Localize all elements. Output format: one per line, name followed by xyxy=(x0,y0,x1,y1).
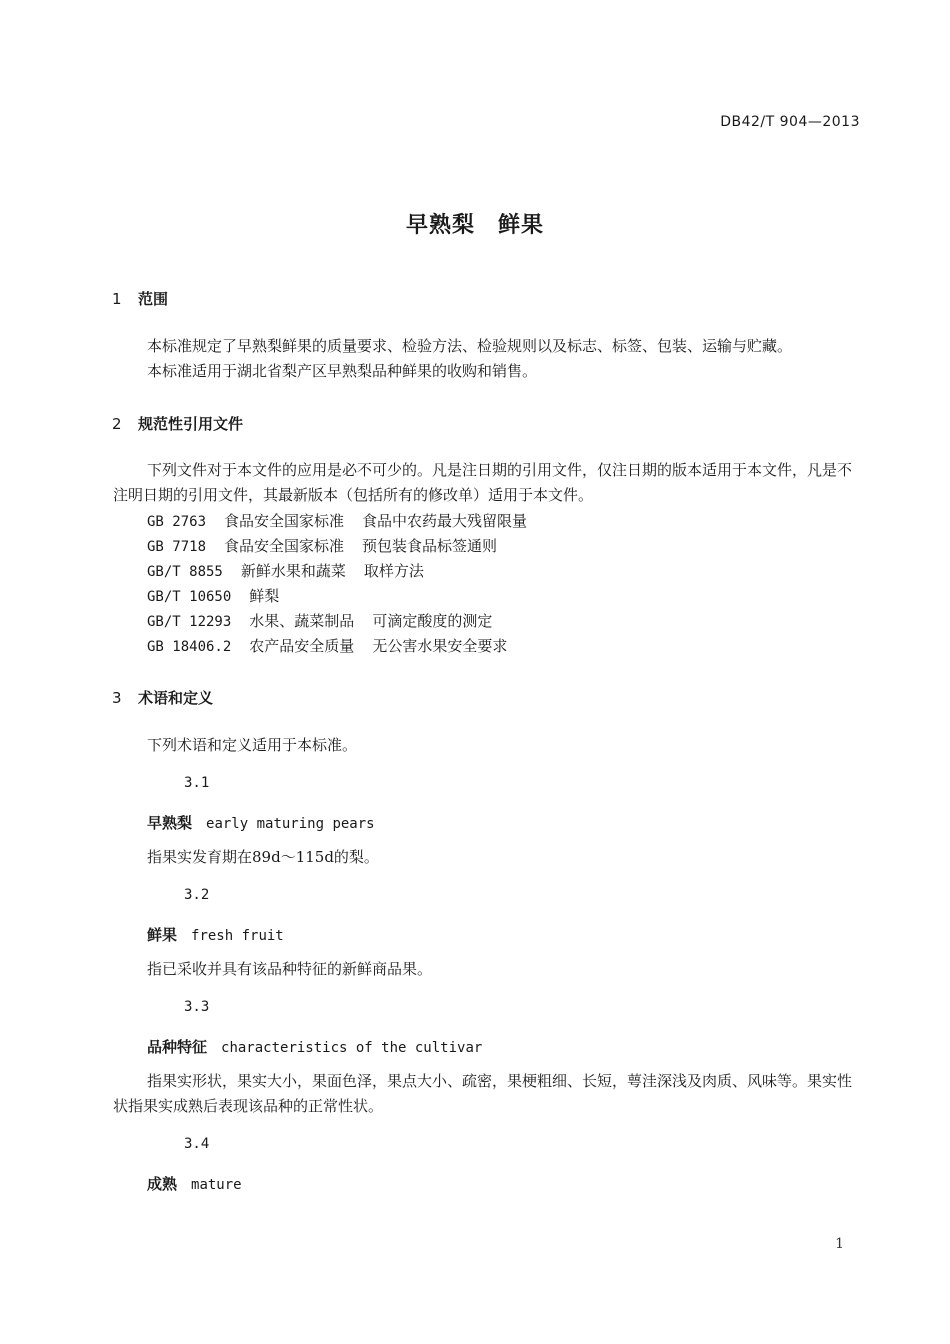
section-number: 3 xyxy=(112,689,122,707)
standard-code: DB42/T 904—2013 xyxy=(720,114,860,130)
reference-title: 农产品安全质量 xyxy=(249,637,355,655)
term-english: early maturing pears xyxy=(206,816,375,832)
page-number: 1 xyxy=(835,1236,844,1252)
reference-item xyxy=(147,560,424,581)
reference-title: 食品安全国家标准 xyxy=(224,537,345,555)
reference-item xyxy=(147,510,527,531)
references-intro: 下列文件对于本文件的应用是必不可少的。凡是注日期的引用文件，仅注日期的版本适用于本文件，凡是不注明日期的引用文件，其最新版本（包括所有的修改单）适用于本文件。 xyxy=(113,461,853,504)
reference-subtitle: 食品中农药最大残留限量 xyxy=(362,512,528,530)
reference-code: GB 2763 xyxy=(147,514,207,530)
reference-subtitle: 预包装食品标签通则 xyxy=(362,537,498,555)
term-definition: 指果实形状，果实大小，果面色泽，果点大小、疏密，果梗粗细、长短，萼洼深浅及肉质、风味等。果实性状指果实成熟后表现该品种的正常性状。 xyxy=(113,1072,853,1115)
scope-paragraph-1: 本标准规定了早熟梨鲜果的质量要求、检验方法、检验规则以及标志、标签、包装、运输与贮藏。 xyxy=(147,337,793,355)
reference-title: 水果、蔬菜制品 xyxy=(249,612,355,630)
clause-number: 3.1 xyxy=(184,775,210,791)
term-entry xyxy=(147,924,284,945)
term-definition: 指果实发育期在89d～115d的梨。 xyxy=(147,848,379,866)
section-title: 术语和定义 xyxy=(138,689,214,707)
reference-title: 新鲜水果和蔬菜 xyxy=(240,562,346,580)
section-number: 1 xyxy=(112,290,122,308)
reference-title: 鲜梨 xyxy=(249,587,280,605)
reference-item xyxy=(147,610,492,631)
reference-code: GB 7718 xyxy=(147,539,207,555)
clause-number: 3.3 xyxy=(184,999,210,1015)
reference-item xyxy=(147,635,507,656)
reference-subtitle: 无公害水果安全要求 xyxy=(372,637,508,655)
reference-item xyxy=(147,585,279,606)
term-chinese: 成熟 xyxy=(147,1175,178,1193)
section-1-heading xyxy=(112,288,168,309)
term-english: mature xyxy=(191,1177,242,1193)
term-chinese: 鲜果 xyxy=(147,926,178,944)
term-entry xyxy=(147,1036,482,1057)
reference-subtitle: 可滴定酸度的测定 xyxy=(372,612,493,630)
section-3-heading xyxy=(112,687,213,708)
clause-number: 3.2 xyxy=(184,887,210,903)
reference-code: GB/T 12293 xyxy=(147,614,232,630)
scope-paragraph-2: 本标准适用于湖北省梨产区早熟梨品种鲜果的收购和销售。 xyxy=(147,362,538,380)
section-title: 范围 xyxy=(138,290,169,308)
reference-title: 食品安全国家标准 xyxy=(224,512,345,530)
terms-intro: 下列术语和定义适用于本标准。 xyxy=(147,736,358,754)
term-english: characteristics of the cultivar xyxy=(221,1040,483,1056)
section-2-heading xyxy=(112,413,243,434)
term-english: fresh fruit xyxy=(191,928,284,944)
reference-subtitle: 取样方法 xyxy=(363,562,424,580)
section-title: 规范性引用文件 xyxy=(138,415,244,433)
reference-code: GB 18406.2 xyxy=(147,639,232,655)
reference-item xyxy=(147,535,497,556)
section-number: 2 xyxy=(112,415,122,433)
term-chinese: 品种特征 xyxy=(147,1038,208,1056)
term-definition: 指已采收并具有该品种特征的新鲜商品果。 xyxy=(147,960,433,978)
reference-code: GB/T 10650 xyxy=(147,589,232,605)
reference-code: GB/T 8855 xyxy=(147,564,223,580)
clause-number: 3.4 xyxy=(184,1136,210,1152)
term-entry xyxy=(147,812,375,833)
term-entry xyxy=(147,1173,242,1194)
term-chinese: 早熟梨 xyxy=(147,814,193,832)
document-title: 早熟梨 鲜果 xyxy=(405,213,544,238)
